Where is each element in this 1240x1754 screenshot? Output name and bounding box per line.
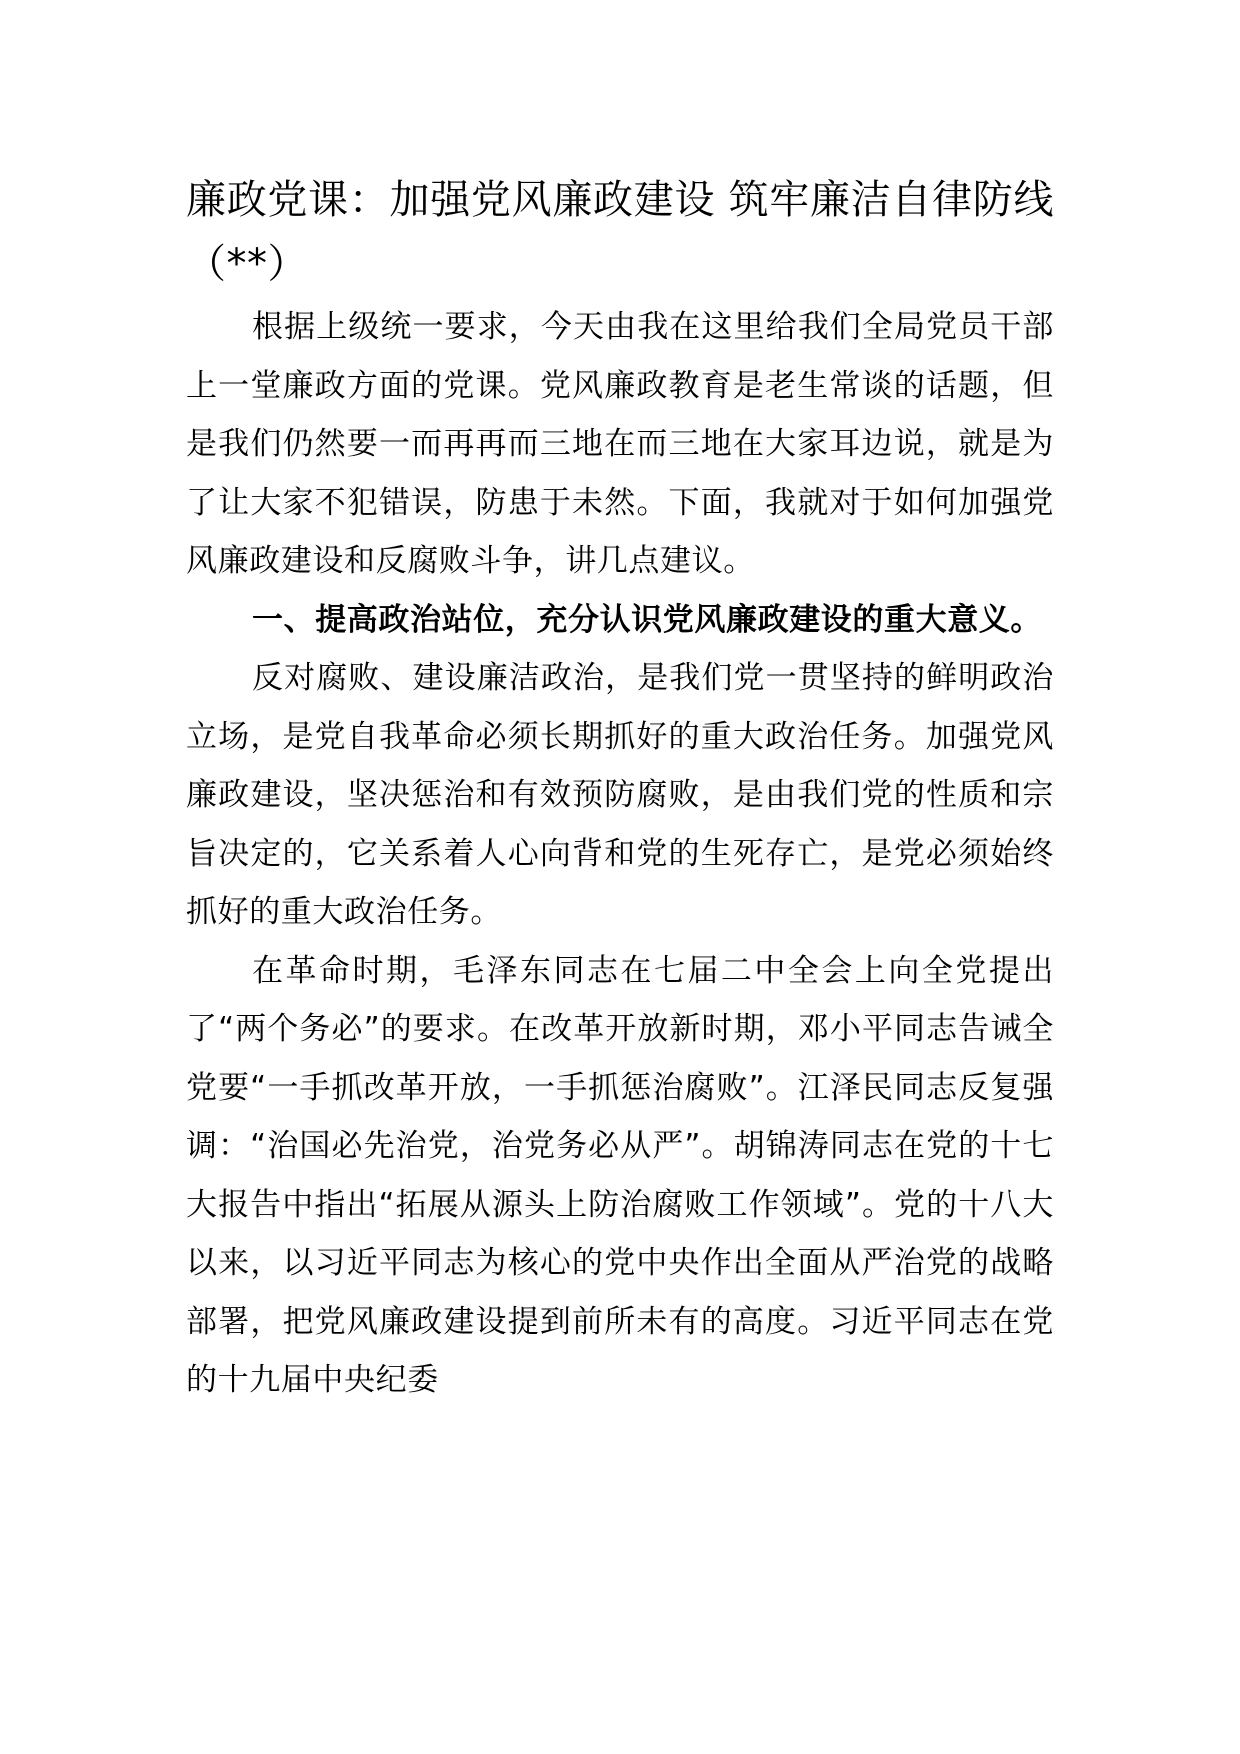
document-page — [186, 168, 1054, 1410]
section-heading-1: 一、提高政治站位，充分认识党风廉政建设的重大意义。 — [252, 601, 1042, 638]
paragraph-anticorruption: 反对腐败、建设廉洁政治，是我们党一贯坚持的鲜明政治立场，是党自我革命必须长期抓好的重大政治任务。加强党风廉政建设，坚决惩治和有效预防腐败，是由我们党的性质和宗旨决定的，它关系着人心向背和党的生死存亡，是党必须始终抓好的重大政治任务。 — [186, 660, 1054, 930]
document-title: 廉政党课：加强党风廉政建设 筑牢廉洁自律防线（**） — [186, 177, 1054, 287]
paragraph-history: 在革命时期，毛泽东同志在七届二中全会上向全党提出了“两个务必”的要求。在改革开放新时期，邓小平同志告诫全党要“一手抓改革开放，一手抓惩治腐败”。江泽民同志反复强调：“治国必先治党，治党务必从严”。胡锦涛同志在党的十七大报告中指出“拓展从源头上防治腐败工作领域”。党的十八大以来，以习近平同志为核心的党中央作出全面从严治党的战略部署，把党风廉政建设提到前所未有的高度。习近平同志在党的十九届中央纪委 — [186, 952, 1054, 1398]
paragraph-intro: 根据上级统一要求，今天由我在这里给我们全局党员干部上一堂廉政方面的党课。党风廉政教育是老生常谈的话题，但是我们仍然要一而再再而三地在而三地在大家耳边说，就是为了让大家不犯错误，防患于未然。下面，我就对于如何加强党风廉政建设和反腐败斗争，讲几点建议。 — [186, 309, 1054, 579]
